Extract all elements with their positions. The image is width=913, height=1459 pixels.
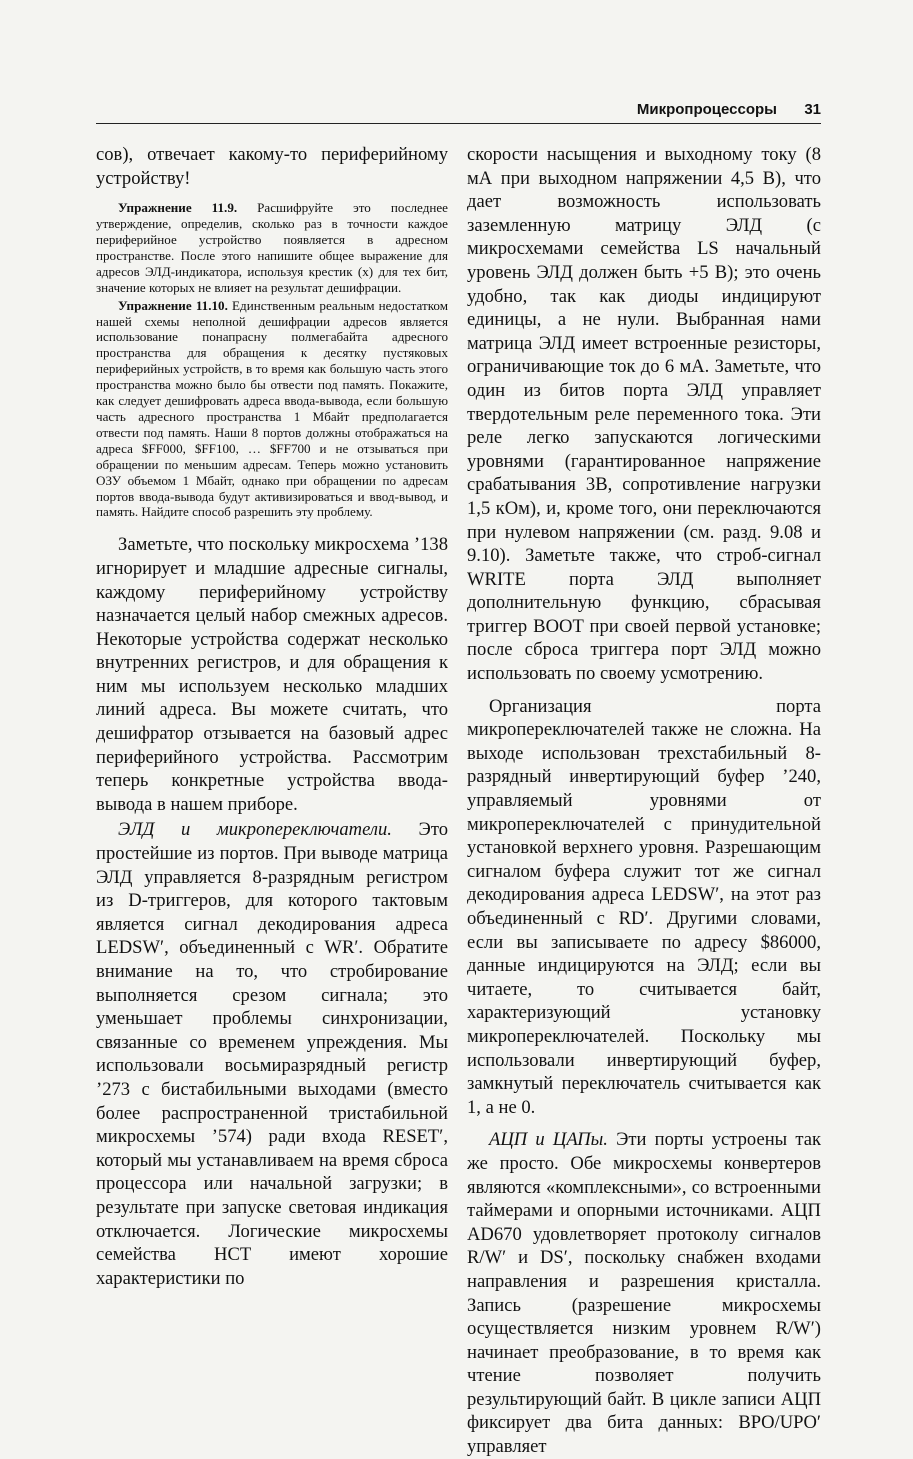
- exercise-11-10-text: Единственным реальным недостатком нашей схемы неполной дешифрации адресов является использование понапрасну полмегабайта адресного пространства для обращения к десятку пустяковых периферийных устройств, в то время как большую часть этого пространства можно было бы отвести под память. Покажите, как следует дешифровать адреса ввода-вывода, если большую часть адресного пространства 1 Мбайт предполагается отвести под память. Наши 8 портов должны отображаться на адреса $FF000, $FF100, … $FF700 и не отзываться при обращении по меньшим адресам. Теперь можно установить ОЗУ объемом 1 Мбайт, однако при обращении по адресам портов ввода-вывода будут активизироваться и ввод-вывод, и память. Найдите способ разрешить эту проблему.: [96, 297, 449, 520]
- exercise-11-9-text: Расшифруйте это последнее утверждение, определив, сколько раз в точности каждое периферийное устройство появляется в адресном пространстве. После этого напишите общее выражение для адресов ЭЛД-индикатора, используя крестик (x) для тех бит, значение которых не влияет на результат дешифрации.: [96, 200, 448, 295]
- paragraph-switch-port: Организация порта микропереключателей также не сложна. На выходе использован трехстабильный 8-разрядный инвертирующий буфер ’240, управляемый уровнями от микропереключателей с принудительной установкой верхнего уровня. Разрешающим сигналом буфера служит тот же сигнал декодирования адреса LEDSW′, на этот раз объединенный с RD′. Другими словами, если вы записываете по адресу $86000, данные индицируются на ЭЛД; если вы читаете, то считывается байт, характеризующий установку микропереключателей. Поскольку мы использовали инвертирующий буфер, замкнутый переключатель считывается как 1, а не 0.: [467, 695, 821, 1118]
- exercise-11-10-label: Упражнение 11.10.: [118, 297, 228, 313]
- paragraph-adc-dac: [467, 1128, 821, 1458]
- paragraph-led-switches-text: Это простейшие из портов. При выводе матрица ЭЛД управляется 8-разрядным регистром из D-триггеров, для которого тактовым является сигнал декодирования адреса LEDSW′, объединенный с WR′. Обратите внимание на то, что стробирование выполняется срезом сигнала; это уменьшает проблемы синхронизации, связанные со временем упреждения. Мы использовали восьмиразрядный регистр ’273 с бистабильными выходами (вместо более распространенной тристабильной микросхемы ’574) ради входа RESET′, который мы устанавливаем на время сброса процессора или начальной загрузки; в результате при запуске световая индикация отключается. Логические микросхемы семейства HCT имеют хорошие характеристики по: [96, 819, 448, 1289]
- page-header: [96, 101, 821, 124]
- running-title: Микропроцессоры: [636, 101, 777, 118]
- right-column: [467, 143, 821, 1459]
- paragraph-led-current: скорости насыщения и выходному току (8 мА при выходном напряжении 4,5 В), что дает возможность использовать заземленную матрицу ЭЛД (с микросхемами семейства LS начальный уровень ЭЛД должен быть +5 В); это очень удобно, так как диоды индицируют единицы, а не нули. Выбранная нами матрица ЭЛД имеет встроенные резисторы, ограничивающие ток до 6 мА. Заметьте, что один из битов порта ЭЛД управляет твердотельным реле переменного тока. Эти реле легко запускаются логическими уровнями (гарантированное напряжение срабатывания 3В, сопротивление нагрузки 1,5 кОм), и, кроме того, они переключаются при нулевом напряжении (см. разд. 9.08 и 9.10). Заметьте также, что строб-сигнал WRITE порта ЭЛД выполняет дополнительную функцию, сбрасывая триггер BOOT при своей первой установке; после сброса триггера порт ЭЛД можно использовать по своему усмотрению.: [467, 144, 821, 685]
- paragraph-adc-dac-text: Эти порты устроены так же просто. Обе микросхемы конвертеров являются «комплексными», со встроенными таймерами и опорными источниками. АЦП AD670 удовлетворяет протоколу сигналов R/W′ и DS′, поскольку снабжен входами направления и разрешения кристалла. Запись (разрешение микросхемы осуществляется низким уровнем R/W′) начинает преобразование, в то время как чтение позволяет получить результирующий байт. В цикле записи АЦП фиксирует два бита данных: BPO/UPO′ управляет: [467, 1129, 821, 1458]
- exercise-11-10: [96, 298, 448, 521]
- section-lead-led: ЭЛД и микропереключатели.: [118, 819, 392, 841]
- exercise-11-9: [96, 200, 448, 295]
- left-column: [96, 143, 448, 1290]
- paragraph-led-switches: [96, 818, 448, 1290]
- section-lead-adc: АЦП и ЦАПы.: [489, 1129, 608, 1151]
- continuation-paragraph: сов), отвечает какому-то периферийному устройству!: [96, 144, 448, 189]
- exercise-11-9-label: Упражнение 11.9.: [118, 200, 238, 216]
- paragraph-address-decoding: Заметьте, что поскольку микросхема ’138 игнорирует и младшие адресные сигналы, каждому периферийному устройству назначается целый набор смежных адресов. Некоторые устройства содержат несколько внутренних регистров, и для обращения к ним мы используем несколько младших линий адреса. Вы можете считать, что дешифратор отзывается на базовый адрес периферийного устройства. Рассмотрим теперь конкретные устройства ввода-вывода в нашем приборе.: [96, 534, 448, 815]
- page-number: 31: [804, 101, 821, 118]
